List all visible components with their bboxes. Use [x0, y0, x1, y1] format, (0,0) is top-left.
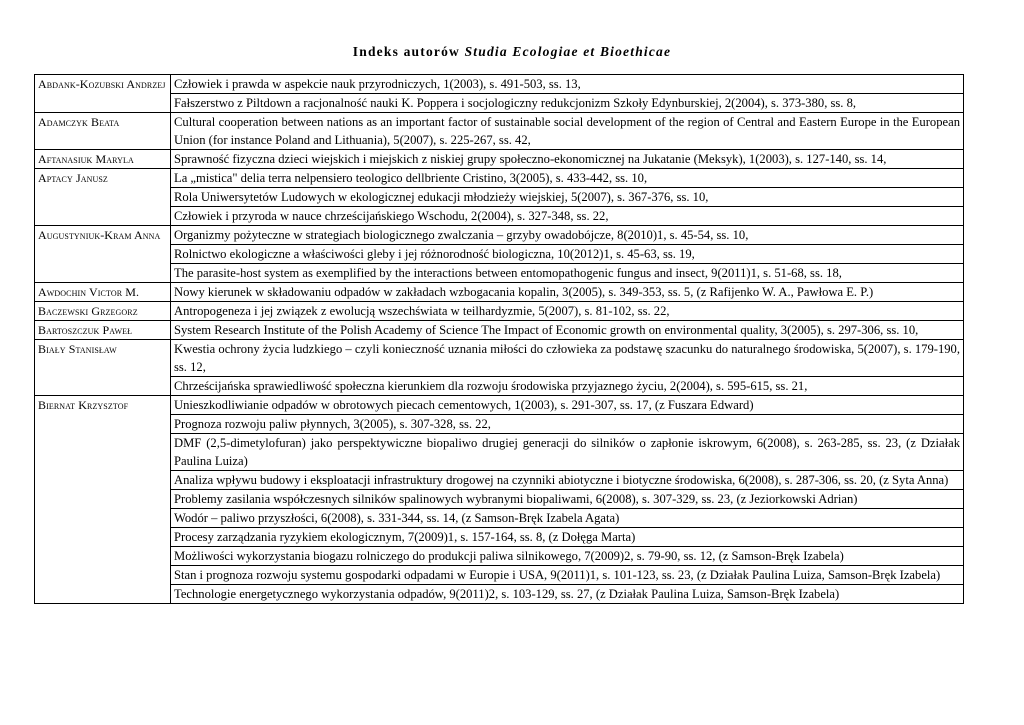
- table-row: [35, 264, 964, 283]
- publication-entry: Fałszerstwo z Piltdown a racjonalność nauki K. Poppera i socjologiczny redukcjonizm Szkoły Edynburskiej, 2(2004), s. 373-380, ss. 8,: [171, 94, 964, 113]
- publication-entry: Cultural cooperation between nations as an important factor of sustainable social development of the region of Central and Eastern Europe in the European Union (for instance Poland and Lithuania), 5(2007), s. 225-267, ss. 42,: [171, 113, 964, 150]
- publication-entry: Człowiek i przyroda w nauce chrześcijańskiego Wschodu, 2(2004), s. 327-348, ss. 22,: [171, 207, 964, 226]
- title-journal: Studia Ecologiae et Bioethicae: [464, 44, 672, 59]
- publication-entry: Rolnictwo ekologiczne a właściwości gleby i jej różnorodność biologiczna, 10(2012)1, s. 45-63, ss. 19,: [171, 245, 964, 264]
- table-row: [35, 302, 964, 321]
- author-name: Augustyniuk-Kram Anna: [35, 226, 171, 283]
- publication-entry: Kwestia ochrony życia ludzkiego – czyli konieczność uznania miłości do człowieka za podstawę szacunku do naturalnego środowiska, 5(2007), s. 179-190, ss. 12,: [171, 340, 964, 377]
- publication-entry: Technologie energetycznego wykorzystania odpadów, 9(2011)2, s. 103-129, ss. 27, (z Działak Paulina Luiza, Samson-Bręk Izabela): [171, 585, 964, 604]
- table-row: [35, 321, 964, 340]
- page-title: [0, 44, 1024, 60]
- table-row: [35, 434, 964, 471]
- publication-entry: Nowy kierunek w składowaniu odpadów w zakładach wzbogacania kopalin, 3(2005), s. 349-353, ss. 5, (z Rafijenko W. A., Pawłowa E. P.): [171, 283, 964, 302]
- table-row: [35, 245, 964, 264]
- table-row: [35, 509, 964, 528]
- table-row: [35, 283, 964, 302]
- table-row: [35, 528, 964, 547]
- table-row: [35, 396, 964, 415]
- table-row: [35, 188, 964, 207]
- publication-entry: Organizmy pożyteczne w strategiach biologicznego zwalczania – grzyby owadobójcze, 8(2010)1, s. 45-54, ss. 10,: [171, 226, 964, 245]
- author-index-table: [34, 74, 964, 604]
- publication-entry: Możliwości wykorzystania biogazu rolniczego do produkcji paliwa silnikowego, 7(2009)2, s. 79-90, ss. 12, (z Samson-Bręk Izabela): [171, 547, 964, 566]
- publication-entry: Chrześcijańska sprawiedliwość społeczna kierunkiem dla rozwoju środowiska przyjaznego życiu, 2(2004), s. 595-615, ss. 21,: [171, 377, 964, 396]
- author-name: Abdank-Kozubski Andrzej: [35, 75, 171, 113]
- publication-entry: Problemy zasilania współczesnych silników spalinowych wybranymi biopaliwami, 6(2008), s. 307-329, ss. 23, (z Jeziorkowski Adrian): [171, 490, 964, 509]
- publication-entry: Antropogeneza i jej związek z ewolucją wszechświata w teilhardyzmie, 5(2007), s. 81-102, ss. 22,: [171, 302, 964, 321]
- publication-entry: Prognoza rozwoju paliw płynnych, 3(2005), s. 307-328, ss. 22,: [171, 415, 964, 434]
- publication-entry: DMF (2,5-dimetylofuran) jako perspektywiczne biopaliwo drugiej generacji do silników o zapłonie iskrowym, 6(2008), s. 263-285, ss. 23, (z Działak Paulina Luiza): [171, 434, 964, 471]
- table-row: [35, 585, 964, 604]
- table-row: [35, 207, 964, 226]
- table-row: [35, 113, 964, 150]
- author-name: Biernat Krzysztof: [35, 396, 171, 604]
- author-name: Baczewski Grzegorz: [35, 302, 171, 321]
- table-row: [35, 75, 964, 94]
- table-row: [35, 169, 964, 188]
- publication-entry: System Research Institute of the Polish Academy of Science The Impact of Economic growth on environmental quality, 3(2005), s. 297-306, ss. 10,: [171, 321, 964, 340]
- publication-entry: Procesy zarządzania ryzykiem ekologicznym, 7(2009)1, s. 157-164, ss. 8, (z Dołęga Marta): [171, 528, 964, 547]
- author-name: Awdochin Victor M.: [35, 283, 171, 302]
- publication-entry: Wodór – paliwo przyszłości, 6(2008), s. 331-344, ss. 14, (z Samson-Bręk Izabela Agata): [171, 509, 964, 528]
- publication-entry: Stan i prognoza rozwoju systemu gospodarki odpadami w Europie i USA, 9(2011)1, s. 101-123, ss. 23, (z Działak Paulina Luiza, Samson-Bręk Izabela): [171, 566, 964, 585]
- table-row: [35, 226, 964, 245]
- table-row: [35, 94, 964, 113]
- author-name: Aptacy Janusz: [35, 169, 171, 226]
- author-name: Biały Stanisław: [35, 340, 171, 396]
- table-row: [35, 490, 964, 509]
- table-row: [35, 566, 964, 585]
- table-row: [35, 415, 964, 434]
- publication-entry: Unieszkodliwianie odpadów w obrotowych piecach cementowych, 1(2003), s. 291-307, ss. 17, (z Fuszara Edward): [171, 396, 964, 415]
- table-row: [35, 150, 964, 169]
- publication-entry: The parasite-host system as exemplified by the interactions between entomopathogenic fungus and insect, 9(2011)1, s. 51-68, ss. 18,: [171, 264, 964, 283]
- table-row: [35, 471, 964, 490]
- table-row: [35, 340, 964, 377]
- publication-entry: Rola Uniwersytetów Ludowych w ekologicznej edukacji młodzieży wiejskiej, 5(2007), s. 367-376, ss. 10,: [171, 188, 964, 207]
- author-name: Aftanasiuk Maryla: [35, 150, 171, 169]
- publication-entry: Sprawność fizyczna dzieci wiejskich i miejskich z niskiej grupy społeczno-ekonomicznej na Jukatanie (Meksyk), 1(2003), s. 127-140, ss. 14,: [171, 150, 964, 169]
- publication-entry: Analiza wpływu budowy i eksploatacji infrastruktury drogowej na czynniki abiotyczne i biotyczne środowiska, 6(2008), s. 287-306, ss. 20, (z Syta Anna): [171, 471, 964, 490]
- table-row: [35, 547, 964, 566]
- author-name: Bartoszczuk Paweł: [35, 321, 171, 340]
- publication-entry: Człowiek i prawda w aspekcie nauk przyrodniczych, 1(2003), s. 491-503, ss. 13,: [171, 75, 964, 94]
- publication-entry: La „mistica" delia terra nelpensiero teologico dellbriente Cristino, 3(2005), s. 433-442, ss. 10,: [171, 169, 964, 188]
- author-name: Adamczyk Beata: [35, 113, 171, 150]
- table-row: [35, 377, 964, 396]
- title-plain: Indeks autorów: [352, 44, 460, 59]
